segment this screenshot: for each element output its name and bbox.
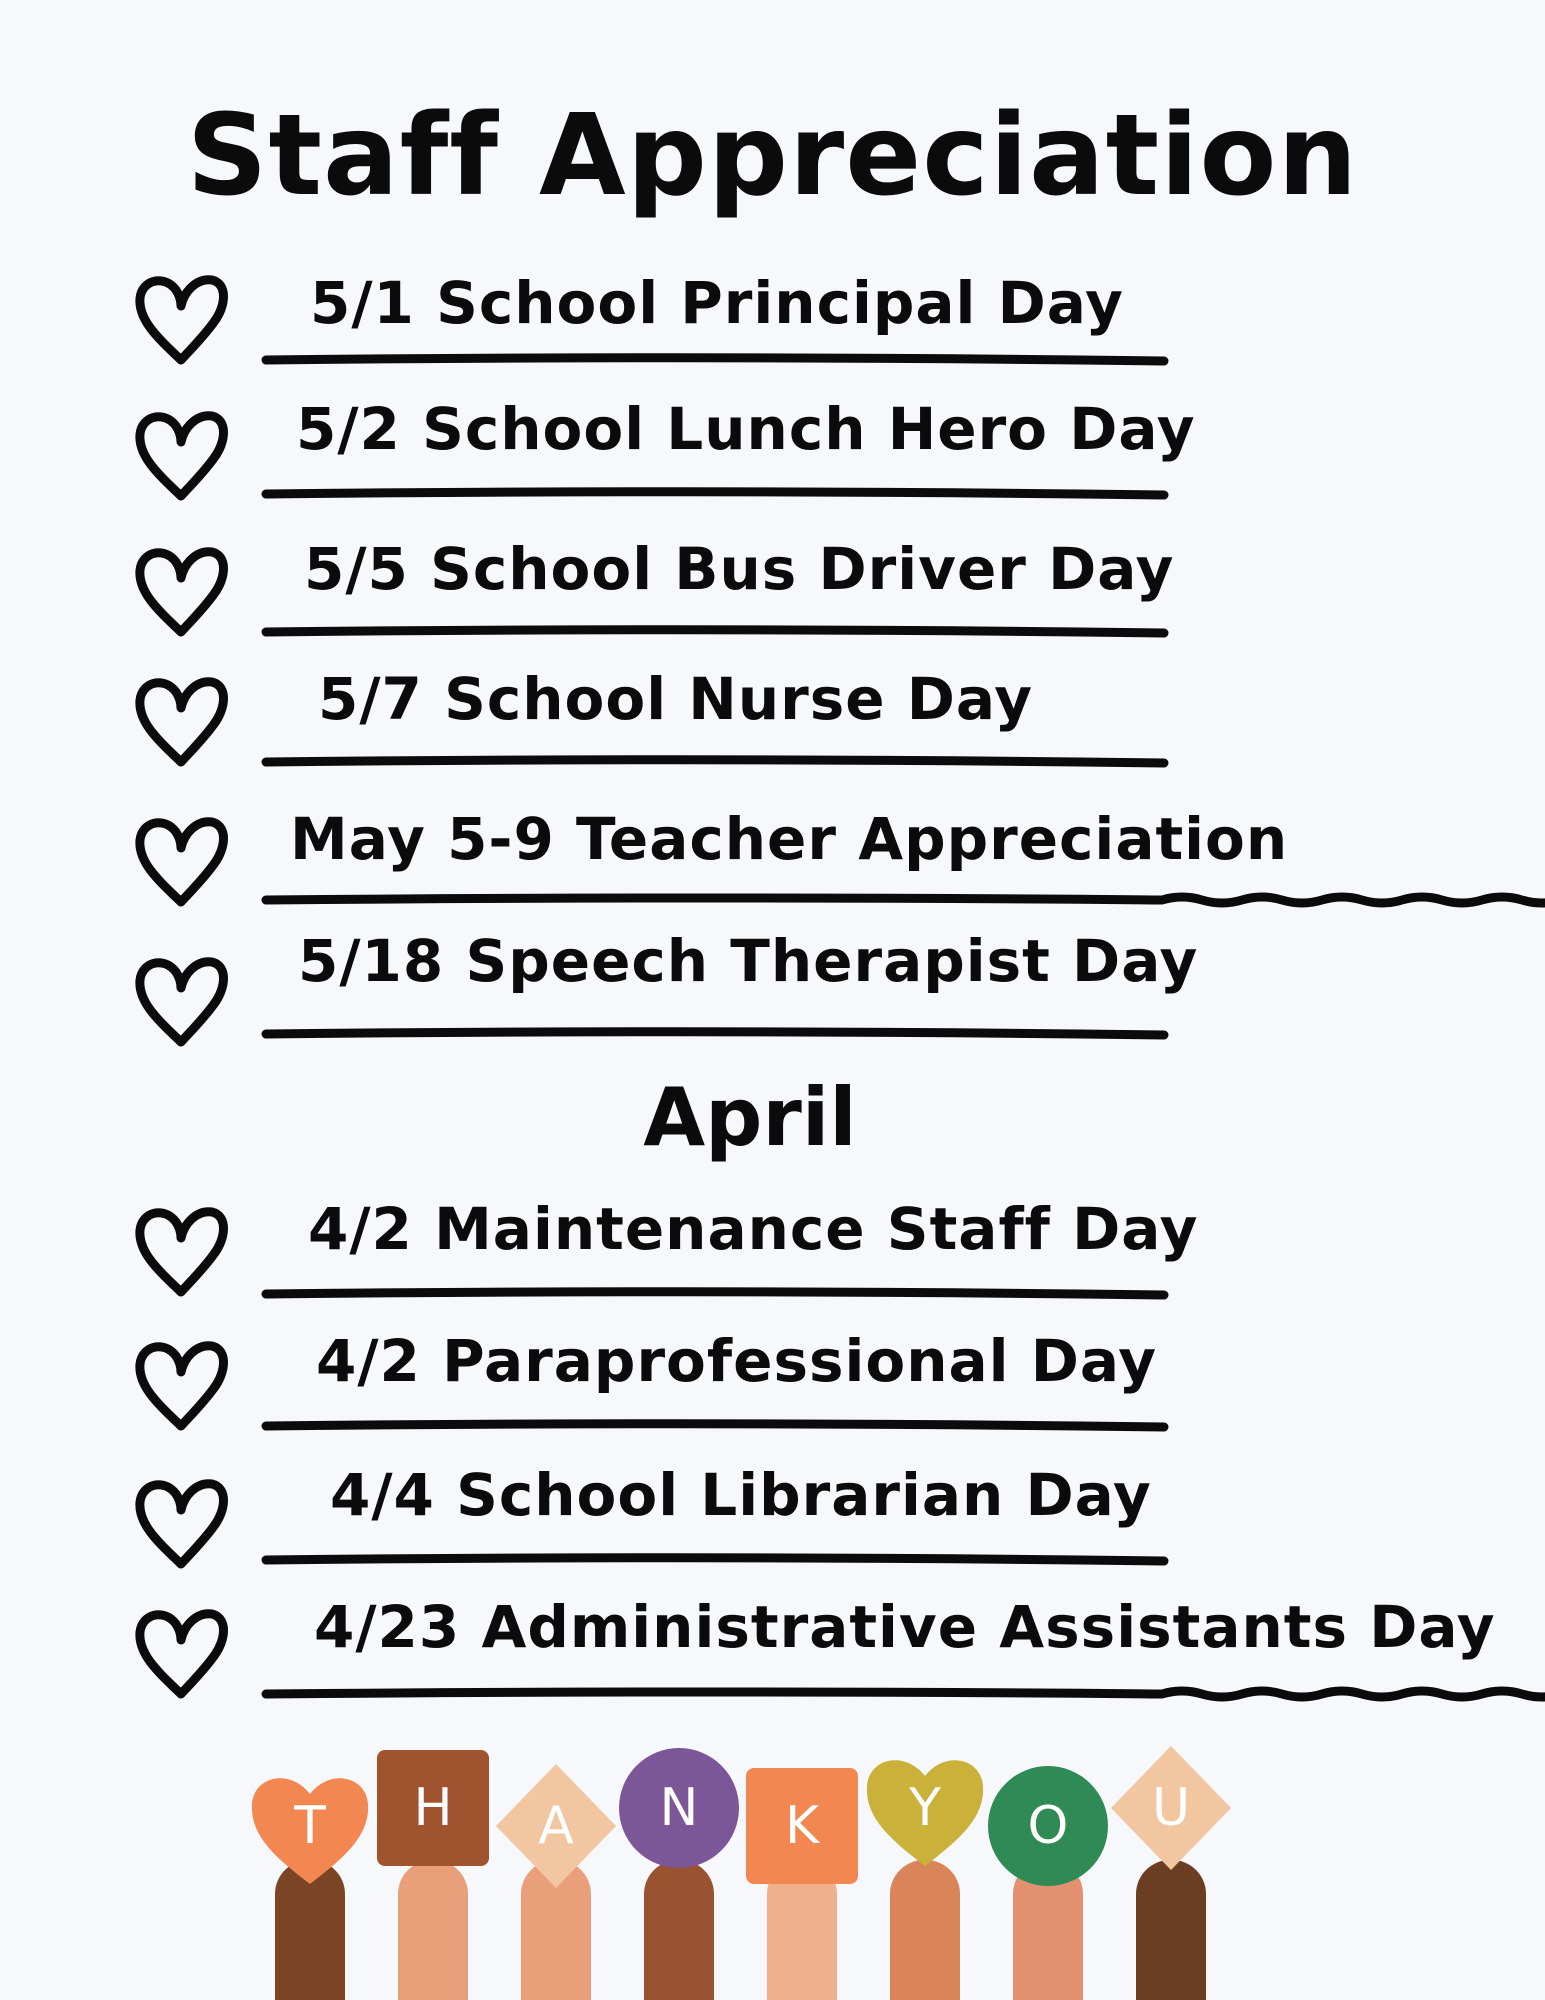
heart-outline-icon: [128, 1334, 234, 1434]
heart-outline-icon: [128, 1200, 234, 1300]
underline: [262, 1276, 1170, 1316]
list-item: [0, 534, 1545, 664]
underline: [262, 1016, 1170, 1056]
list-item: [0, 1461, 1545, 1594]
list-item: [0, 1194, 1545, 1324]
thank-you-letter: Y: [909, 1778, 941, 1838]
list-item: [0, 928, 1545, 1058]
list-item-label: 4/2 Maintenance Staff Day: [308, 1195, 1199, 1263]
list-item: [0, 1328, 1545, 1458]
underline: [262, 614, 1170, 654]
raised-hand: [644, 1860, 714, 2000]
heart-outline-icon: [128, 670, 234, 770]
thank-you-letter: O: [1027, 1796, 1069, 1856]
heart-outline-icon: [128, 540, 234, 640]
list-item: [0, 262, 1545, 392]
list-item-label: 4/4 School Librarian Day: [330, 1461, 1152, 1529]
heart-outline-icon: [128, 268, 234, 368]
underline: [262, 1542, 1170, 1582]
thank-you-letter-card: [369, 1744, 497, 1872]
list-item-label: May 5-9 Teacher Appreciation: [290, 805, 1289, 873]
list-item-label: 5/7 School Nurse Day: [318, 665, 1034, 733]
thank-you-letter-card: [615, 1744, 743, 1872]
underline: [262, 744, 1170, 784]
underline: [262, 1408, 1170, 1448]
thank-you-letter: U: [1151, 1778, 1191, 1838]
heart-outline-icon: [128, 1472, 234, 1572]
list-item: [0, 396, 1545, 526]
heart-outline-icon: [128, 404, 234, 504]
raised-hand: [1136, 1860, 1206, 2000]
list-item-label: 5/1 School Principal Day: [310, 269, 1124, 337]
thank-you-letter-card: [984, 1762, 1112, 1890]
thank-you-banner: [250, 1740, 1310, 2000]
underline: [262, 1676, 1462, 1716]
thank-you-letter-card: [492, 1762, 620, 1890]
list-item-label: 4/2 Paraprofessional Day: [316, 1327, 1158, 1395]
page-title: Staff Appreciation: [186, 91, 1359, 221]
thank-you-letter: K: [784, 1796, 820, 1856]
thank-you-letter-card: [861, 1744, 989, 1872]
list-item-label: 5/18 Speech Therapist Day: [298, 927, 1199, 995]
heart-outline-icon: [128, 810, 234, 910]
section-heading-april: April: [643, 1071, 857, 1164]
heart-outline-icon: [128, 1602, 234, 1702]
thank-you-letter: N: [659, 1778, 699, 1838]
list-item: [0, 1594, 1545, 1724]
raised-hand: [890, 1860, 960, 2000]
list-item-label: 5/5 School Bus Driver Day: [304, 535, 1175, 603]
thank-you-letter-card: [1107, 1744, 1235, 1872]
underline: [262, 882, 1362, 922]
underline: [262, 476, 1170, 516]
thank-you-letter: H: [413, 1778, 453, 1838]
list-item-label: 5/2 School Lunch Hero Day: [296, 395, 1196, 463]
heart-outline-icon: [128, 950, 234, 1050]
list-item-label: 4/23 Administrative Assistants Day: [314, 1593, 1496, 1661]
thank-you-letter: A: [538, 1796, 574, 1856]
underline: [262, 342, 1170, 382]
thank-you-letter-card: [738, 1762, 866, 1890]
thank-you-letter-card: [246, 1762, 374, 1890]
raised-hand: [398, 1860, 468, 2000]
thank-you-letter: T: [294, 1796, 326, 1856]
list-item: [0, 664, 1545, 794]
list-item: [0, 806, 1545, 936]
